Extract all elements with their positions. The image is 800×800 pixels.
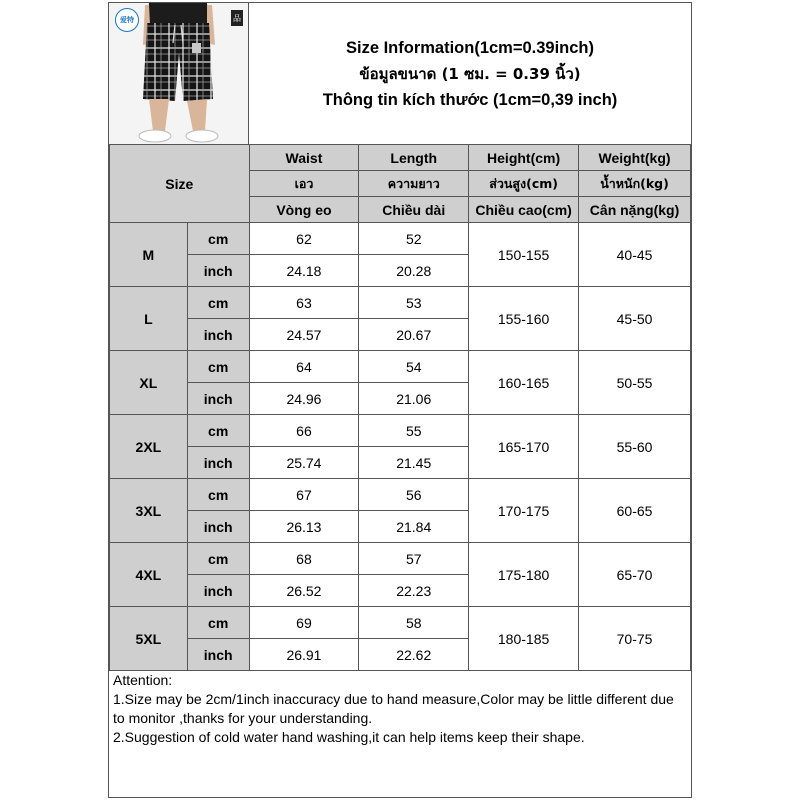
length-inch-value: 22.23 [359,575,469,607]
length-inch-value: 20.67 [359,319,469,351]
length-cm-value: 54 [359,351,469,383]
height-range: 150-155 [469,223,579,287]
weight-range: 60-65 [579,479,691,543]
weight-range: 55-60 [579,415,691,479]
waist-inch-value: 24.57 [249,319,359,351]
header-section [109,3,691,145]
height-range: 175-180 [469,543,579,607]
size-label: 5XL [110,607,188,671]
attention-line-2: 2.Suggestion of cold water hand washing,it can help items keep their shape. [113,729,585,745]
height-range: 160-165 [469,351,579,415]
waist-cm-value: 64 [249,351,359,383]
size-label: 3XL [110,479,188,543]
length-inch-value: 21.06 [359,383,469,415]
waist-inch-value: 24.96 [249,383,359,415]
unit-cm-label: cm [187,223,249,255]
waist-inch-value: 26.52 [249,575,359,607]
unit-inch-label: inch [187,383,249,415]
brand-logo-text: 爱特 [120,16,134,24]
waist-cm-value: 67 [249,479,359,511]
header-length-th: ความยาว [359,171,469,197]
length-cm-value: 55 [359,415,469,447]
attention-line-1: 1.Size may be 2cm/1inch inaccuracy due to hand measure,Color may be little different due to monitor ,thanks for your understanding. [113,691,674,726]
length-cm-value: 52 [359,223,469,255]
unit-cm-label: cm [187,479,249,511]
unit-inch-label: inch [187,575,249,607]
weight-range: 65-70 [579,543,691,607]
weight-range: 45-50 [579,287,691,351]
size-row-cm [110,543,691,575]
waist-inch-value: 26.91 [249,639,359,671]
size-label: XL [110,351,188,415]
product-tag-text: 品 [233,13,241,23]
header-waist-vi: Vòng eo [249,197,359,223]
product-photo [109,3,249,144]
length-inch-value: 21.84 [359,511,469,543]
size-header: Size [110,145,250,223]
size-label: L [110,287,188,351]
header-height-vi: Chiều cao(cm) [469,197,579,223]
header-length-vi: Chiều dài [359,197,469,223]
header-height-th: ส่วนสูง(cm) [469,171,579,197]
height-range: 155-160 [469,287,579,351]
length-inch-value: 21.45 [359,447,469,479]
height-range: 165-170 [469,415,579,479]
size-row-cm [110,223,691,255]
length-cm-value: 58 [359,607,469,639]
waist-cm-value: 68 [249,543,359,575]
size-label: M [110,223,188,287]
attention-heading: Attention: [113,672,173,688]
waist-cm-value: 66 [249,415,359,447]
length-cm-value: 56 [359,479,469,511]
header-waist-en: Waist [249,145,359,171]
header-height-en: Height(cm) [469,145,579,171]
waist-cm-value: 63 [249,287,359,319]
unit-inch-label: inch [187,511,249,543]
unit-cm-label: cm [187,287,249,319]
title-vietnamese: Thông tin kích thước (1cm=0,39 inch) [322,90,618,109]
unit-inch-label: inch [187,255,249,287]
size-label: 2XL [110,415,188,479]
size-row-cm [110,415,691,447]
header-weight-en: Weight(kg) [579,145,691,171]
unit-cm-label: cm [187,415,249,447]
unit-inch-label: inch [187,319,249,351]
header-weight-vi: Cân nặng(kg) [579,197,691,223]
product-tag [231,10,243,26]
brand-logo [115,8,139,32]
waist-cm-value: 62 [249,223,359,255]
waist-cm-value: 69 [249,607,359,639]
unit-cm-label: cm [187,543,249,575]
title-block [249,3,691,144]
title-thai: ข้อมูลขนาด (1 ซม. = 0.39 นิ้ว) [359,64,581,83]
length-cm-value: 57 [359,543,469,575]
waist-inch-value: 24.18 [249,255,359,287]
size-row-cm [110,607,691,639]
size-row-cm [110,287,691,319]
attention-notes [109,663,691,798]
title-english: Size Information(1cm=0.39inch) [345,38,595,57]
unit-inch-label: inch [187,639,249,671]
waist-inch-value: 25.74 [249,447,359,479]
unit-inch-label: inch [187,447,249,479]
length-inch-value: 20.28 [359,255,469,287]
weight-range: 50-55 [579,351,691,415]
height-range: 180-185 [469,607,579,671]
size-row-cm [110,351,691,383]
header-waist-th: เอว [249,171,359,197]
length-cm-value: 53 [359,287,469,319]
size-chart-sheet [108,2,692,798]
waist-inch-value: 26.13 [249,511,359,543]
header-length-en: Length [359,145,469,171]
header-row-english [110,145,691,171]
weight-range: 40-45 [579,223,691,287]
height-range: 170-175 [469,479,579,543]
length-inch-value: 22.62 [359,639,469,671]
size-row-cm [110,479,691,511]
weight-range: 70-75 [579,607,691,671]
header-weight-th: น้ำหนัก(kg) [579,171,691,197]
size-table [109,144,691,671]
unit-cm-label: cm [187,607,249,639]
size-label: 4XL [110,543,188,607]
unit-cm-label: cm [187,351,249,383]
